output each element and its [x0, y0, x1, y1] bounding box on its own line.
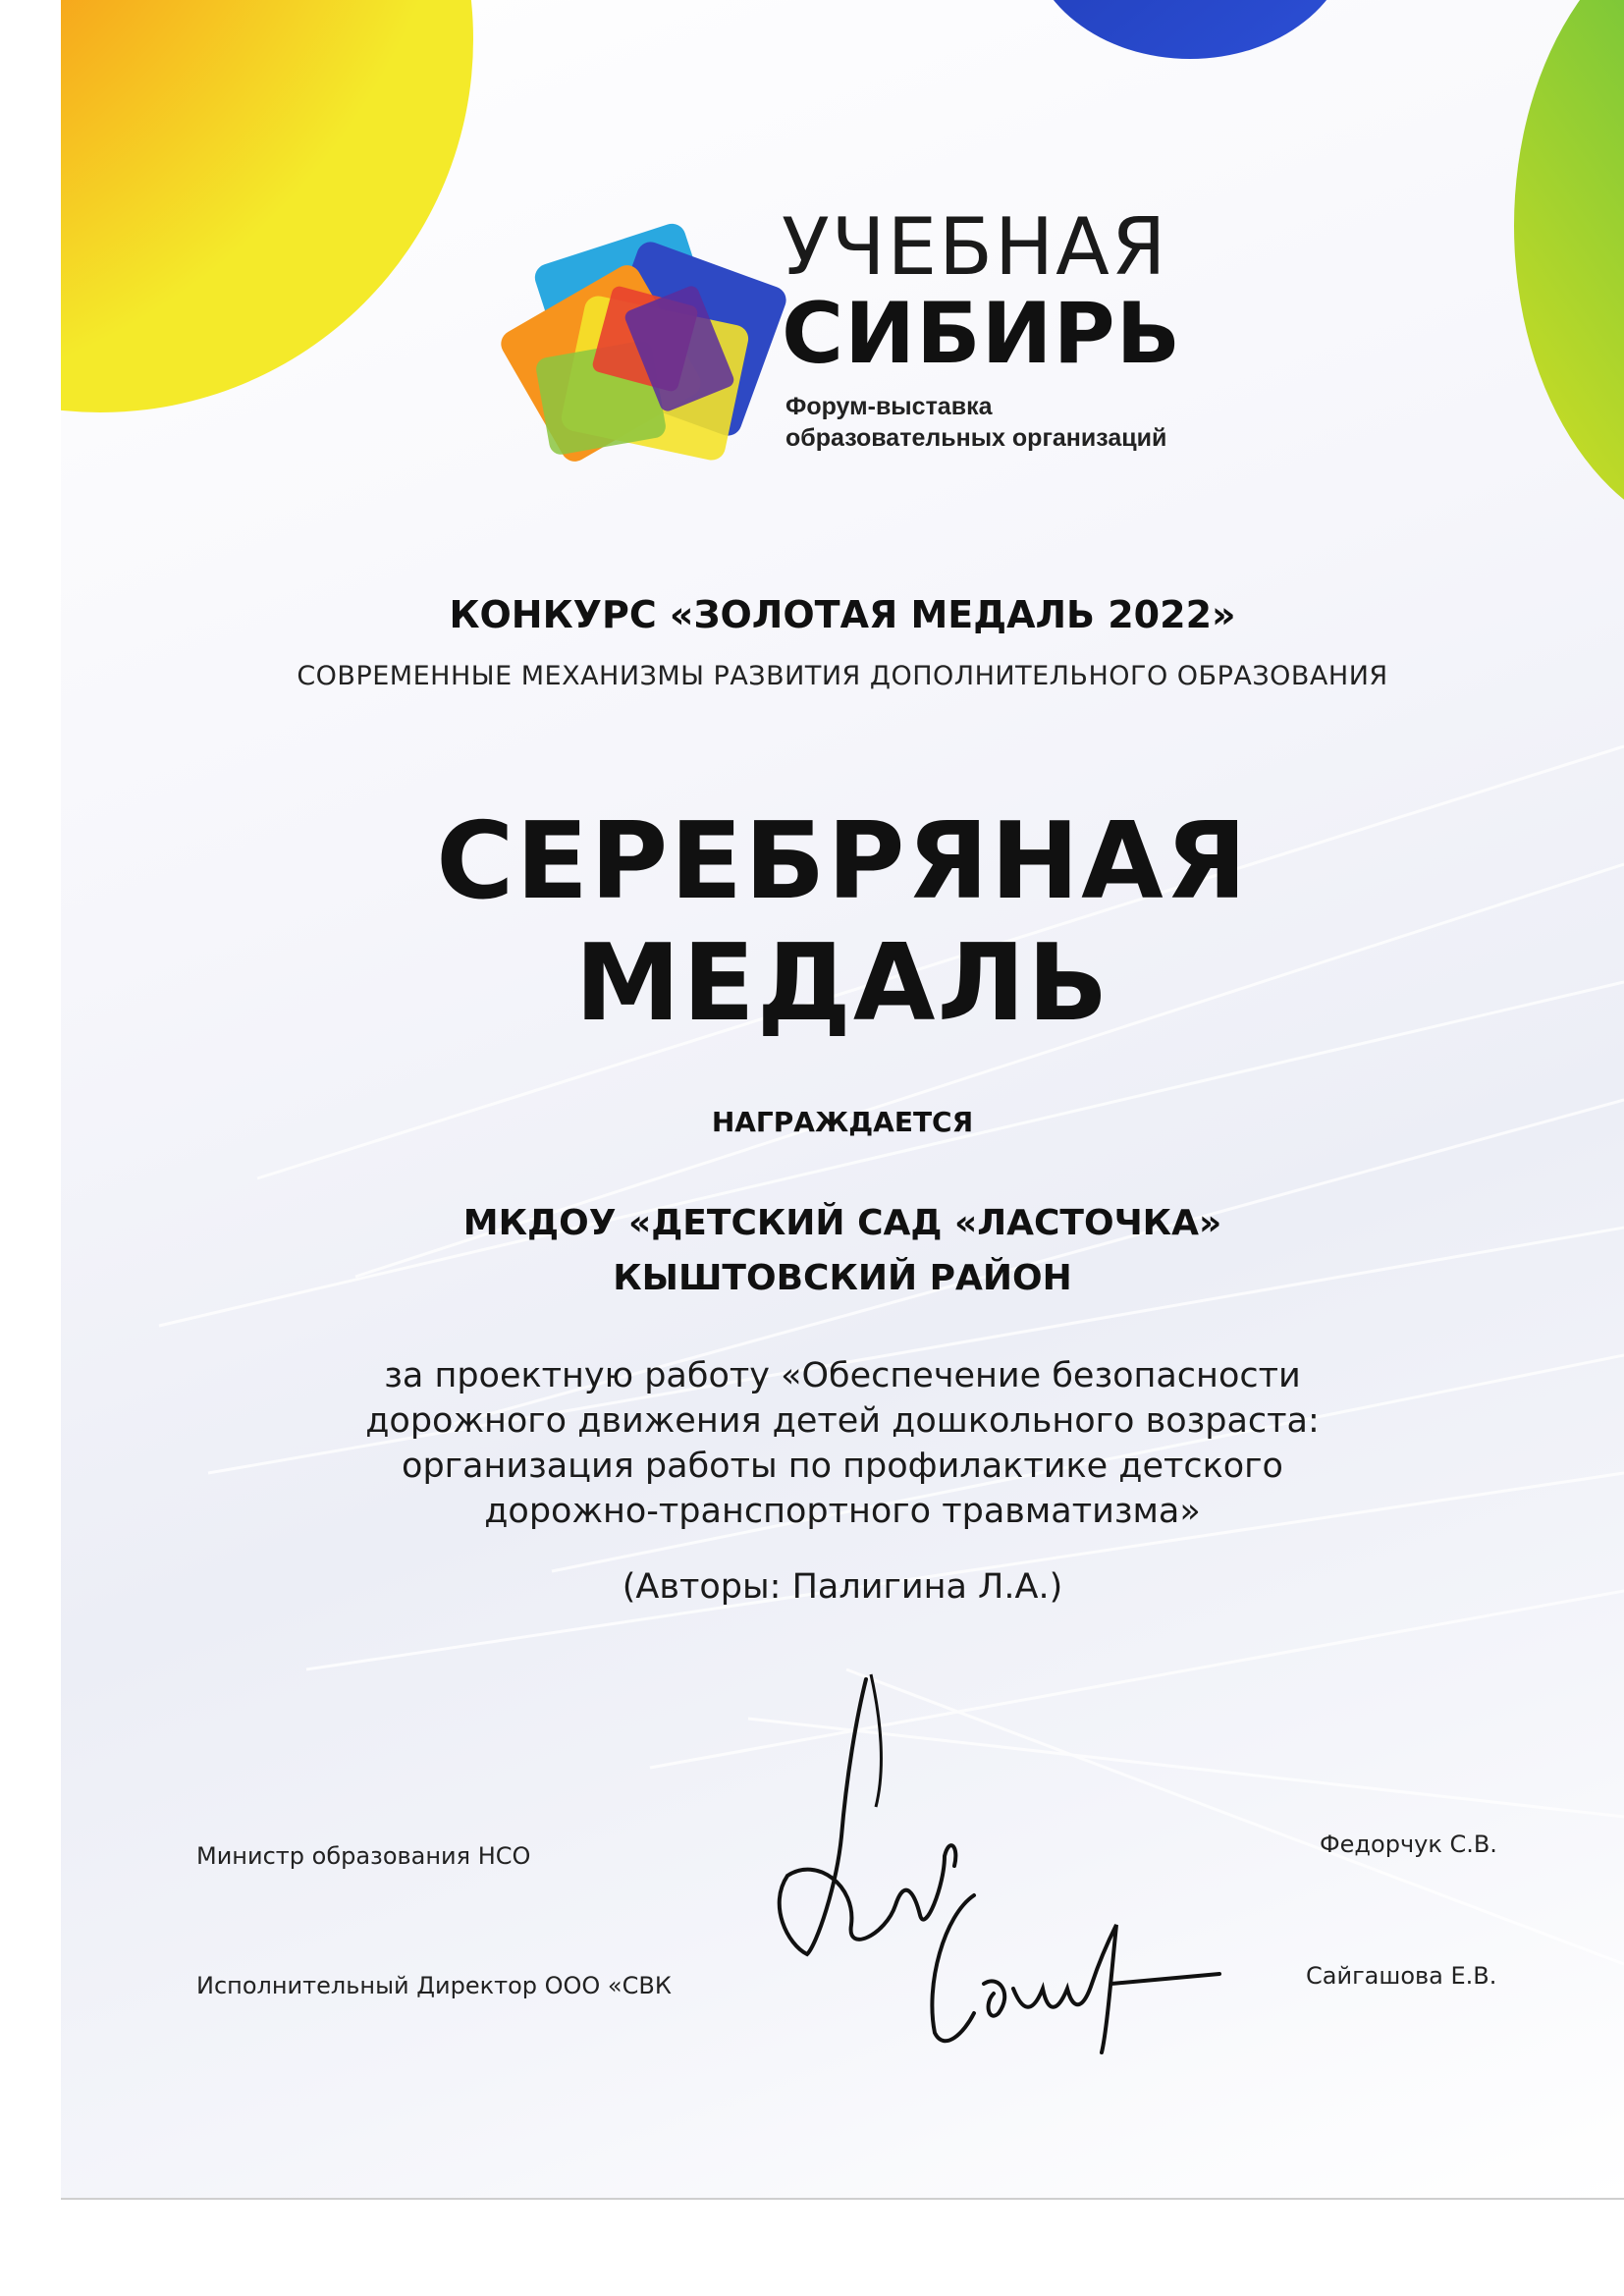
- logo-subtitle-line2: образовательных организаций: [785, 424, 1167, 452]
- contest-title: КОНКУРС «ЗОЛОТАЯ МЕДАЛЬ 2022»: [449, 593, 1236, 636]
- authors-line: (Авторы: Палигина Л.А.): [622, 1567, 1063, 1607]
- award-title-line2: МЕДАЛЬ: [574, 922, 1110, 1045]
- green-right-circle: [1514, 0, 1624, 540]
- certificate-sheet: [61, 0, 1624, 2200]
- signatory-name-saigashova: Сайгашова Е.В.: [1306, 1962, 1497, 1990]
- contest-subtitle: СОВРЕМЕННЫЕ МЕХАНИЗМЫ РАЗВИТИЯ ДОПОЛНИТЕЛЬНОГО ОБРАЗОВАНИЯ: [297, 661, 1388, 691]
- signatory-title-director: Исполнительный Директор ООО «СВК: [196, 1972, 672, 1999]
- work-description-line2: дорожного движения детей дошкольного возраста:: [365, 1401, 1320, 1441]
- recipient-line2: КЫШТОВСКИЙ РАЙОН: [613, 1258, 1072, 1298]
- signature-handwritten-2: [905, 1866, 1239, 2062]
- recipient-line1: МКДОУ «ДЕТСКИЙ САД «ЛАСТОЧКА»: [462, 1203, 1222, 1243]
- orange-corner-circle: [61, 0, 473, 412]
- work-description-line4: дорожно-транспортного травматизма»: [484, 1492, 1201, 1531]
- blue-top-circle: [1028, 0, 1352, 59]
- logo-title-line1: УЧЕБНАЯ: [782, 201, 1168, 293]
- work-description-line1: за проектную работу «Обеспечение безопасности: [384, 1356, 1301, 1395]
- logo-title-line2: СИБИРЬ: [782, 285, 1182, 383]
- award-title-line1: СЕРЕБРЯНАЯ: [436, 800, 1249, 923]
- signatory-name-fedorchuk: Федорчук С.В.: [1320, 1831, 1497, 1858]
- logo-subtitle-line1: Форум-выставка: [785, 393, 993, 420]
- signatory-title-minister: Министр образования НСО: [196, 1842, 531, 1870]
- work-description-line3: организация работы по профилактике детского: [402, 1447, 1283, 1486]
- awarded-label: НАГРАЖДАЕТСЯ: [711, 1106, 974, 1138]
